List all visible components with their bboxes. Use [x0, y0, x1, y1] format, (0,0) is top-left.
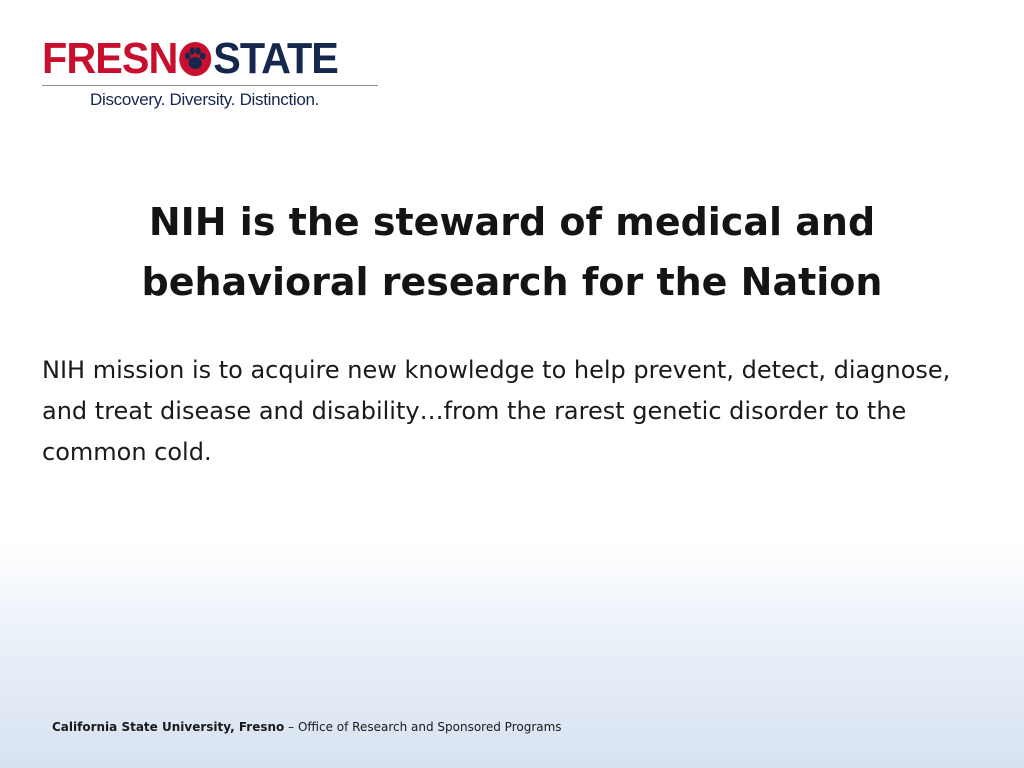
logo-text-fresno: FRESN: [42, 34, 178, 83]
footer-institution: California State University, Fresno: [52, 720, 285, 734]
logo-text-state: STATE: [213, 34, 338, 83]
slide-title-line-2: behavioral research for the Nation: [141, 260, 883, 304]
slide-title-line-1: NIH is the steward of medical and: [148, 200, 876, 244]
logo-tagline: Discovery. Diversity. Distinction.: [90, 90, 320, 109]
slide-title: [0, 192, 1024, 312]
footer-separator: –: [284, 720, 298, 734]
footer-office: Office of Research and Sponsored Programs: [297, 720, 562, 734]
logo-wordmark: [42, 36, 338, 82]
logo-divider: [42, 85, 378, 86]
paw-icon: [178, 41, 212, 77]
slide-footer: [52, 720, 562, 734]
slide-body: NIH mission is to acquire new knowledge to help prevent, detect, diagnose, and treat disease and disability…from the rarest genetic disorder to the common cold.: [42, 356, 951, 466]
fresno-state-logo: [42, 36, 378, 112]
